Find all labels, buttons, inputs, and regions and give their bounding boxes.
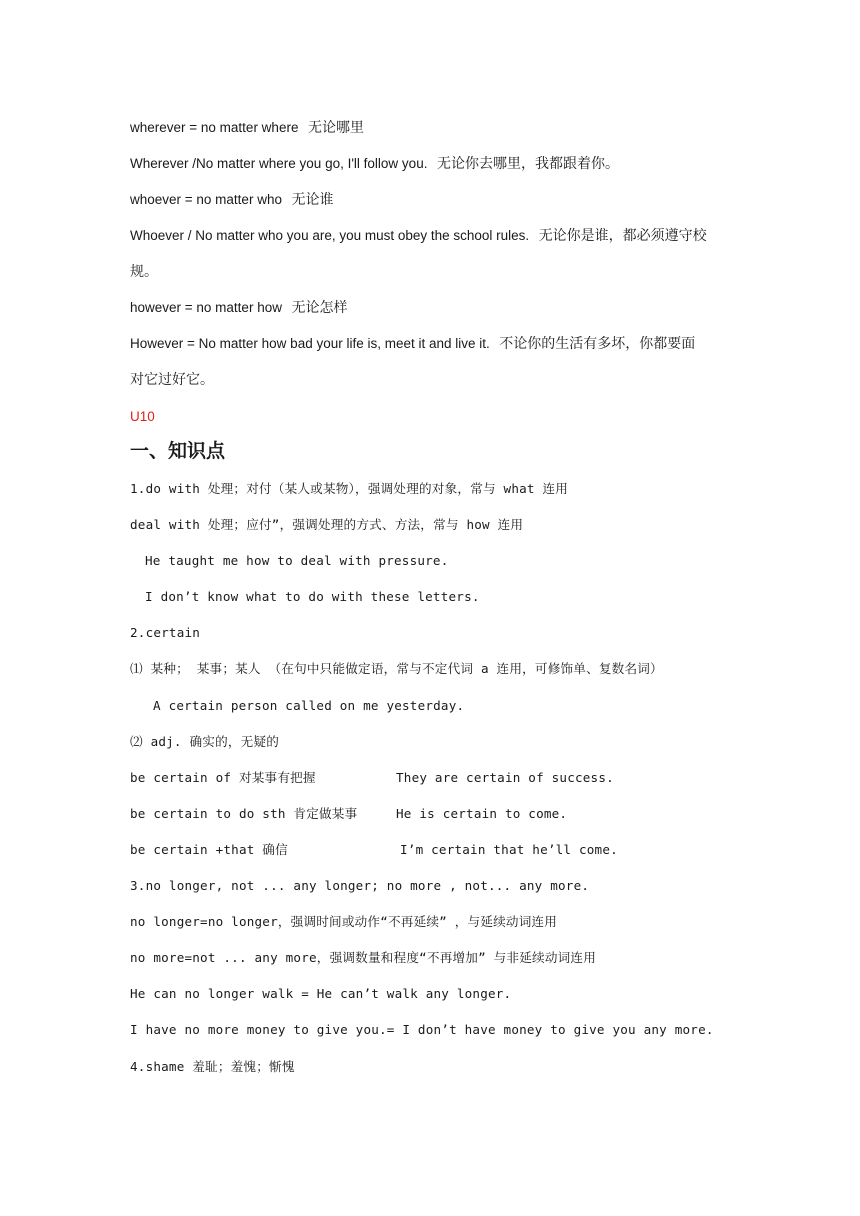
whoever-definition-cn: 无论谁: [291, 192, 334, 208]
however-example-line: [130, 335, 695, 354]
item3-example-1: He can no longer walk = He can’t walk any longer.: [130, 986, 512, 1001]
wherever-example-line: [130, 155, 619, 174]
whoever-definition: whoever = no matter who: [130, 192, 282, 207]
whoever-definition-line: [130, 191, 333, 210]
item2-phrase-2: be certain to do sth 肯定做某事: [130, 806, 358, 821]
whoever-example-cn-continued: 规。: [130, 264, 158, 280]
item2-phrase-1-example: They are certain of success.: [396, 770, 614, 785]
however-example-cn: 不论你的生活有多坏，你都要面: [499, 336, 696, 352]
item3-title: 3.no longer, not ... any longer; no more , not... any more.: [130, 878, 590, 893]
item1-example-2: I don’t know what to do with these letters.: [145, 589, 480, 604]
wherever-definition-cn: 无论哪里: [307, 120, 364, 136]
item3-example-2: I have no more money to give you.= I don’t have money to give you any more.: [130, 1022, 714, 1037]
item2-meaning-1-example: A certain person called on me yesterday.: [153, 698, 465, 713]
however-definition-cn: 无论怎样: [291, 300, 348, 316]
item2-phrase-3: be certain +that 确信: [130, 842, 288, 857]
item2-title: 2.certain: [130, 625, 201, 640]
whoever-example-line: [130, 227, 707, 246]
item2-meaning-1: ⑴ 某种； 某事；某人 （在句中只能做定语，常与不定代词 a 连用，可修饰单、复数名词）: [130, 661, 663, 676]
item2-meaning-2: ⑵ adj. 确实的，无疑的: [130, 734, 280, 749]
however-example-cn-continued: 对它过好它。: [130, 372, 214, 388]
however-definition-line: [130, 299, 347, 318]
however-example: However = No matter how bad your life is, meet it and live it.: [130, 336, 490, 351]
wherever-definition-line: [130, 119, 364, 138]
item4-title: 4.shame 羞耻；羞愧；惭愧: [130, 1059, 295, 1074]
item1-deal-with: deal with 处理；应付”，强调处理的方式、方法，常与 how 连用: [130, 517, 524, 532]
item3-no-more: no more=not ... any more，强调数量和程度“不再增加” 与非延续动词连用: [130, 950, 596, 965]
item1-do-with: 1.do with 处理；对付（某人或某物），强调处理的对象，常与 what 连用: [130, 481, 569, 496]
item2-phrase-3-example: I’m certain that he’ll come.: [400, 842, 618, 857]
item3-no-longer: no longer=no longer，强调时间或动作“不再延续” ，与延续动词连用: [130, 914, 558, 929]
section-heading: 一、知识点: [130, 440, 226, 462]
wherever-example: Wherever /No matter where you go, I'll follow you.: [130, 156, 428, 171]
item2-phrase-2-example: He is certain to come.: [396, 806, 568, 821]
wherever-definition: wherever = no matter where: [130, 120, 299, 135]
however-definition: however = no matter how: [130, 300, 282, 315]
item1-example-1: He taught me how to deal with pressure.: [145, 553, 449, 568]
whoever-example: Whoever / No matter who you are, you must obey the school rules.: [130, 228, 530, 243]
wherever-example-cn: 无论你去哪里，我都跟着你。: [436, 156, 619, 172]
whoever-example-cn: 无论你是谁，都必须遵守校: [538, 228, 707, 244]
item2-phrase-1: be certain of 对某事有把握: [130, 770, 316, 785]
unit-label: U10: [130, 409, 155, 424]
